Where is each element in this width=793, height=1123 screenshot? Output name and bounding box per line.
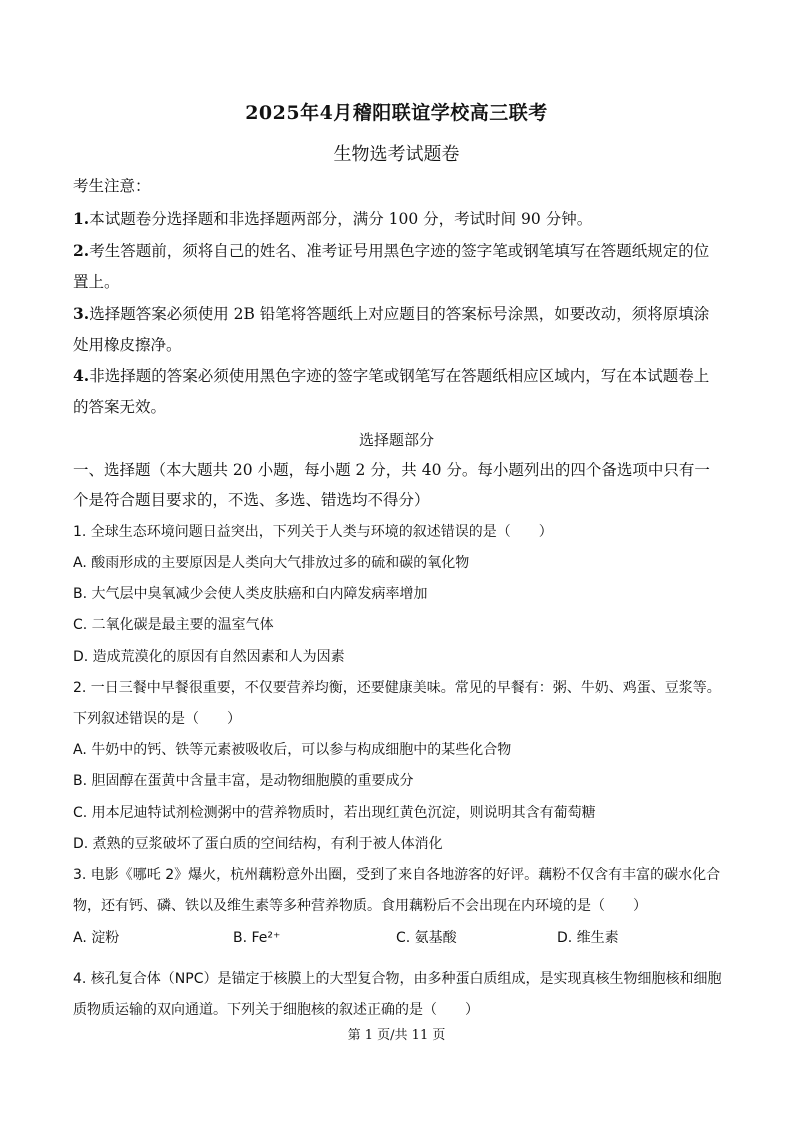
question-3-stem-cont: 物，还有钙、磷、铁以及维生素等多种营养物质。食用藕粉后不会出现在内环境的是（ ） [73,898,647,914]
notice-4-cont: 的答案无效。 [73,398,167,416]
notice-text: 选择题答案必须使用 2B 铅笔将答题纸上对应题目的答案标号涂黑，如要改动，须将原填涂 [89,305,710,323]
exam-title: 2025年4月稽阳联谊学校高三联考 [245,102,548,124]
question-3-stem: 3. 电影《哪吒 2》爆火，杭州藕粉意外出圈，受到了来自各地游客的好评。藕粉不仅含有丰富的碳水化合 [73,867,721,883]
notice-4 [73,366,723,386]
question-1-option-a: A. 酸雨形成的主要原因是人类向大气排放过多的硫和碳的氧化物 [73,555,470,571]
notice-number: 2. [73,241,90,260]
exam-subtitle: 生物选考试题卷 [333,144,460,165]
question-1-stem: 1. 全球生态环境问题日益突出，下列关于人类与环境的叙述错误的是（ ） [73,524,553,540]
notice-number: 3. [73,304,90,323]
notice-3 [73,304,723,324]
notice-text: 本试题卷分选择题和非选择题两部分，满分 100 分，考试时间 90 分钟。 [89,210,593,228]
notice-number: 1. [73,209,90,228]
question-1-option-b: B. 大气层中臭氧减少会使人类皮肤癌和白内障发病率增加 [73,586,428,602]
notice-2 [73,241,723,261]
section-title: 选择题部分 [358,431,434,449]
question-2-option-d: D. 煮熟的豆浆破坏了蛋白质的空间结构，有利于被人体消化 [73,836,443,852]
question-2-option-b: B. 胆固醇在蛋黄中含量丰富，是动物细胞膜的重要成分 [73,773,414,789]
notice-heading: 考生注意： [73,177,151,195]
notice-text: 非选择题的答案必须使用黑色字迹的签字笔或钢笔写在答题纸相应区域内，写在本试题卷上 [89,367,710,385]
page-footer: 第 1 页/共 11 页 [347,1028,446,1043]
question-3-option-a: A. 淀粉 [73,930,120,946]
question-3-option-b: B. Fe²⁺ [233,930,281,946]
question-2-stem-cont: 下列叙述错误的是（ ） [73,711,241,727]
notice-text: 考生答题前，须将自己的姓名、准考证号用黑色字迹的签字笔或钢笔填写在答题纸规定的位 [89,242,710,260]
question-4-stem: 4. 核孔复合体（NPC）是锚定于核膜上的大型复合物，由多种蛋白质组成，是实现真核生物细胞核和细胞 [73,971,722,987]
notice-3-cont: 处用橡皮擦净。 [73,336,182,354]
notice-1 [73,209,723,229]
question-4-stem-cont: 质物质运输的双向通道。下列关于细胞核的叙述正确的是（ ） [73,1002,479,1018]
question-2-option-c: C. 用本尼迪特试剂检测粥中的营养物质时，若出现红黄色沉淀，则说明其含有葡萄糖 [73,805,596,821]
part1-intro: 一、选择题（本大题共 20 小题，每小题 2 分，共 40 分。每小题列出的四个备选项中只有一 [73,461,710,479]
question-2-stem: 2. 一日三餐中早餐很重要，不仅要营养均衡，还要健康美味。常见的早餐有：粥、牛奶、鸡蛋、豆浆等。 [73,680,721,696]
notice-2-cont: 置上。 [73,273,120,291]
question-1-option-c: C. 二氧化碳是最主要的温室气体 [73,617,274,633]
question-2-option-a: A. 牛奶中的钙、铁等元素被吸收后，可以参与构成细胞中的某些化合物 [73,742,512,758]
notice-number: 4. [73,366,90,385]
question-3-option-d: D. 维生素 [557,930,619,946]
question-3-option-c: C. 氨基酸 [396,930,457,946]
question-1-option-d: D. 造成荒漠化的原因有自然因素和人为因素 [73,649,345,665]
part1-intro-cont: 个是符合题目要求的，不选、多选、错选均不得分） [73,491,430,509]
